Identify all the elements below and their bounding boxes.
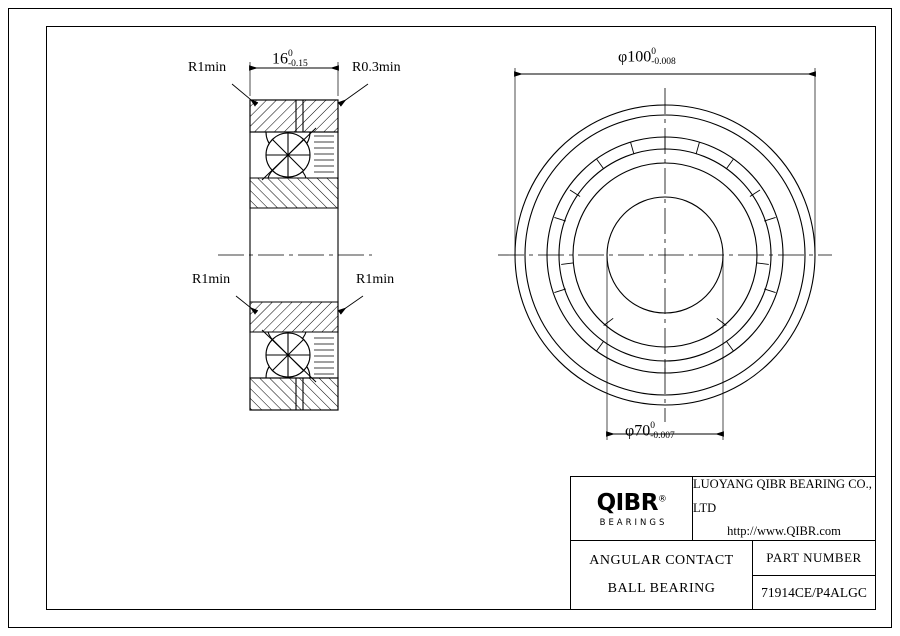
outer-dia-tol-lower: -0.008 <box>651 56 676 67</box>
product-line-2: BALL BEARING <box>607 581 716 596</box>
title-block-header <box>571 477 875 541</box>
note-r1min-top-left: R1min <box>188 60 227 75</box>
bore-diameter-dimension <box>625 422 684 442</box>
outer-dia-tol-upper: 0 <box>651 47 656 57</box>
width-tolerance <box>288 50 322 70</box>
note-r03min-top-right: R0.3min <box>352 60 401 75</box>
bore-dia-tolerance <box>650 422 684 442</box>
registered-trademark-icon: ® <box>657 493 667 504</box>
bore-dia-tol-upper: 0 <box>650 421 655 431</box>
product-line-1: ANGULAR CONTACT <box>589 553 734 568</box>
logo-text <box>596 489 667 516</box>
logo-wordmark: QIBR <box>596 489 658 516</box>
width-dimension <box>272 50 322 70</box>
product-description <box>571 541 753 609</box>
width-tol-lower: -0.15 <box>288 58 308 69</box>
part-number-label: PART NUMBER <box>766 550 862 565</box>
note-r1min-bottom-left: R1min <box>192 272 231 287</box>
outer-diameter-dimension <box>618 48 685 68</box>
logo-subtitle: BEARINGS <box>599 517 668 528</box>
company-info <box>693 477 875 540</box>
title-block-body <box>571 541 875 609</box>
title-block <box>570 476 876 610</box>
outer-dia-tolerance <box>651 48 685 68</box>
company-url[interactable]: http://www.QIBR.com <box>727 524 841 539</box>
bore-dia-tol-lower: -0.007 <box>650 430 675 441</box>
part-number-cell <box>753 541 875 609</box>
outer-dia-nominal: φ100 <box>618 48 652 66</box>
note-r1min-bottom-right: R1min <box>356 272 395 287</box>
width-nominal: 16 <box>272 50 288 68</box>
company-name: LUOYANG QIBR BEARING CO., LTD <box>693 476 872 515</box>
company-logo <box>571 477 693 540</box>
part-number-value: 71914CE/P4ALGC <box>753 575 875 609</box>
bore-dia-nominal: φ70 <box>625 422 651 440</box>
width-tol-upper: 0 <box>288 49 293 59</box>
